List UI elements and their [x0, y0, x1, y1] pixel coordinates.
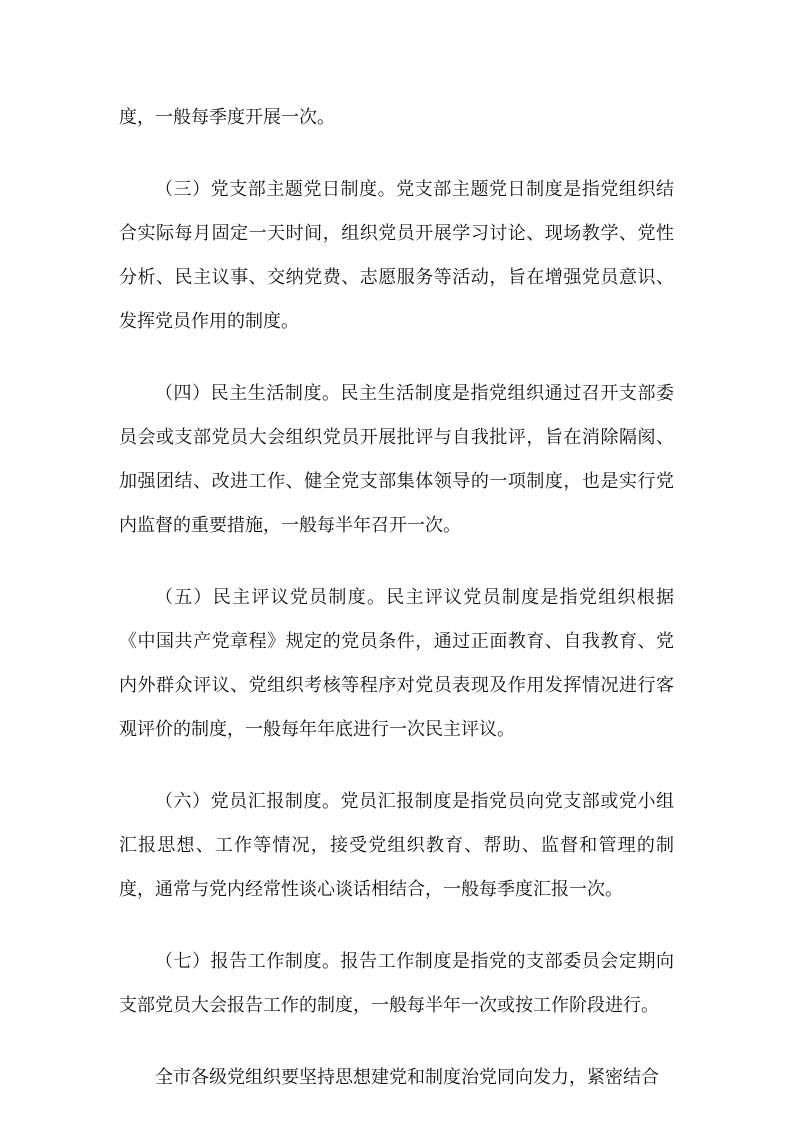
- paragraph-theme-party-day-system: （三）党支部主题党日制度。党支部主题党日制度是指党组织结合实际每月固定一天时间，组织党员开展学习讨论、现场教学、党性分析、民主议事、交纳党费、志愿服务等活动，旨在增强党员意识、发挥党员作用的制度。: [119, 179, 674, 332]
- document-body: [119, 96, 674, 1100]
- paragraph-closing: 全市各级党组织要坚持思想建党和制度治党同向发力，紧密结合: [155, 1067, 659, 1088]
- paragraph-member-evaluation-system: （五）民主评议党员制度。民主评议党员制度是指党组织根据《中国共产党章程》规定的党员条件，通过正面教育、自我教育、党内外群众评议、党组织考核等程序对党员表现及作用发挥情况进行客观评价的制度，一般每年年底进行一次民主评议。: [119, 587, 674, 740]
- paragraph-work-report-system: （七）报告工作制度。报告工作制度是指党的支部委员会定期向支部党员大会报告工作的制度，一般每半年一次或按工作阶段进行。: [119, 951, 674, 1016]
- paragraph-continuation: 度，一般每季度开展一次。: [119, 107, 335, 128]
- paragraph-democratic-life-system: （四）民主生活制度。民主生活制度是指党组织通过召开支部委员会或支部党员大会组织党员开展批评与自我批评，旨在消除隔阂、加强团结、改进工作、健全党支部集体领导的一项制度，也是实行党内监督的重要措施，一般每半年召开一次。: [119, 383, 674, 536]
- paragraph-member-report-system: （六）党员汇报制度。党员汇报制度是指党员向党支部或党小组汇报思想、工作等情况，接受党组织教育、帮助、监督和管理的制度，通常与党内经常性谈心谈话相结合，一般每季度汇报一次。: [119, 791, 674, 900]
